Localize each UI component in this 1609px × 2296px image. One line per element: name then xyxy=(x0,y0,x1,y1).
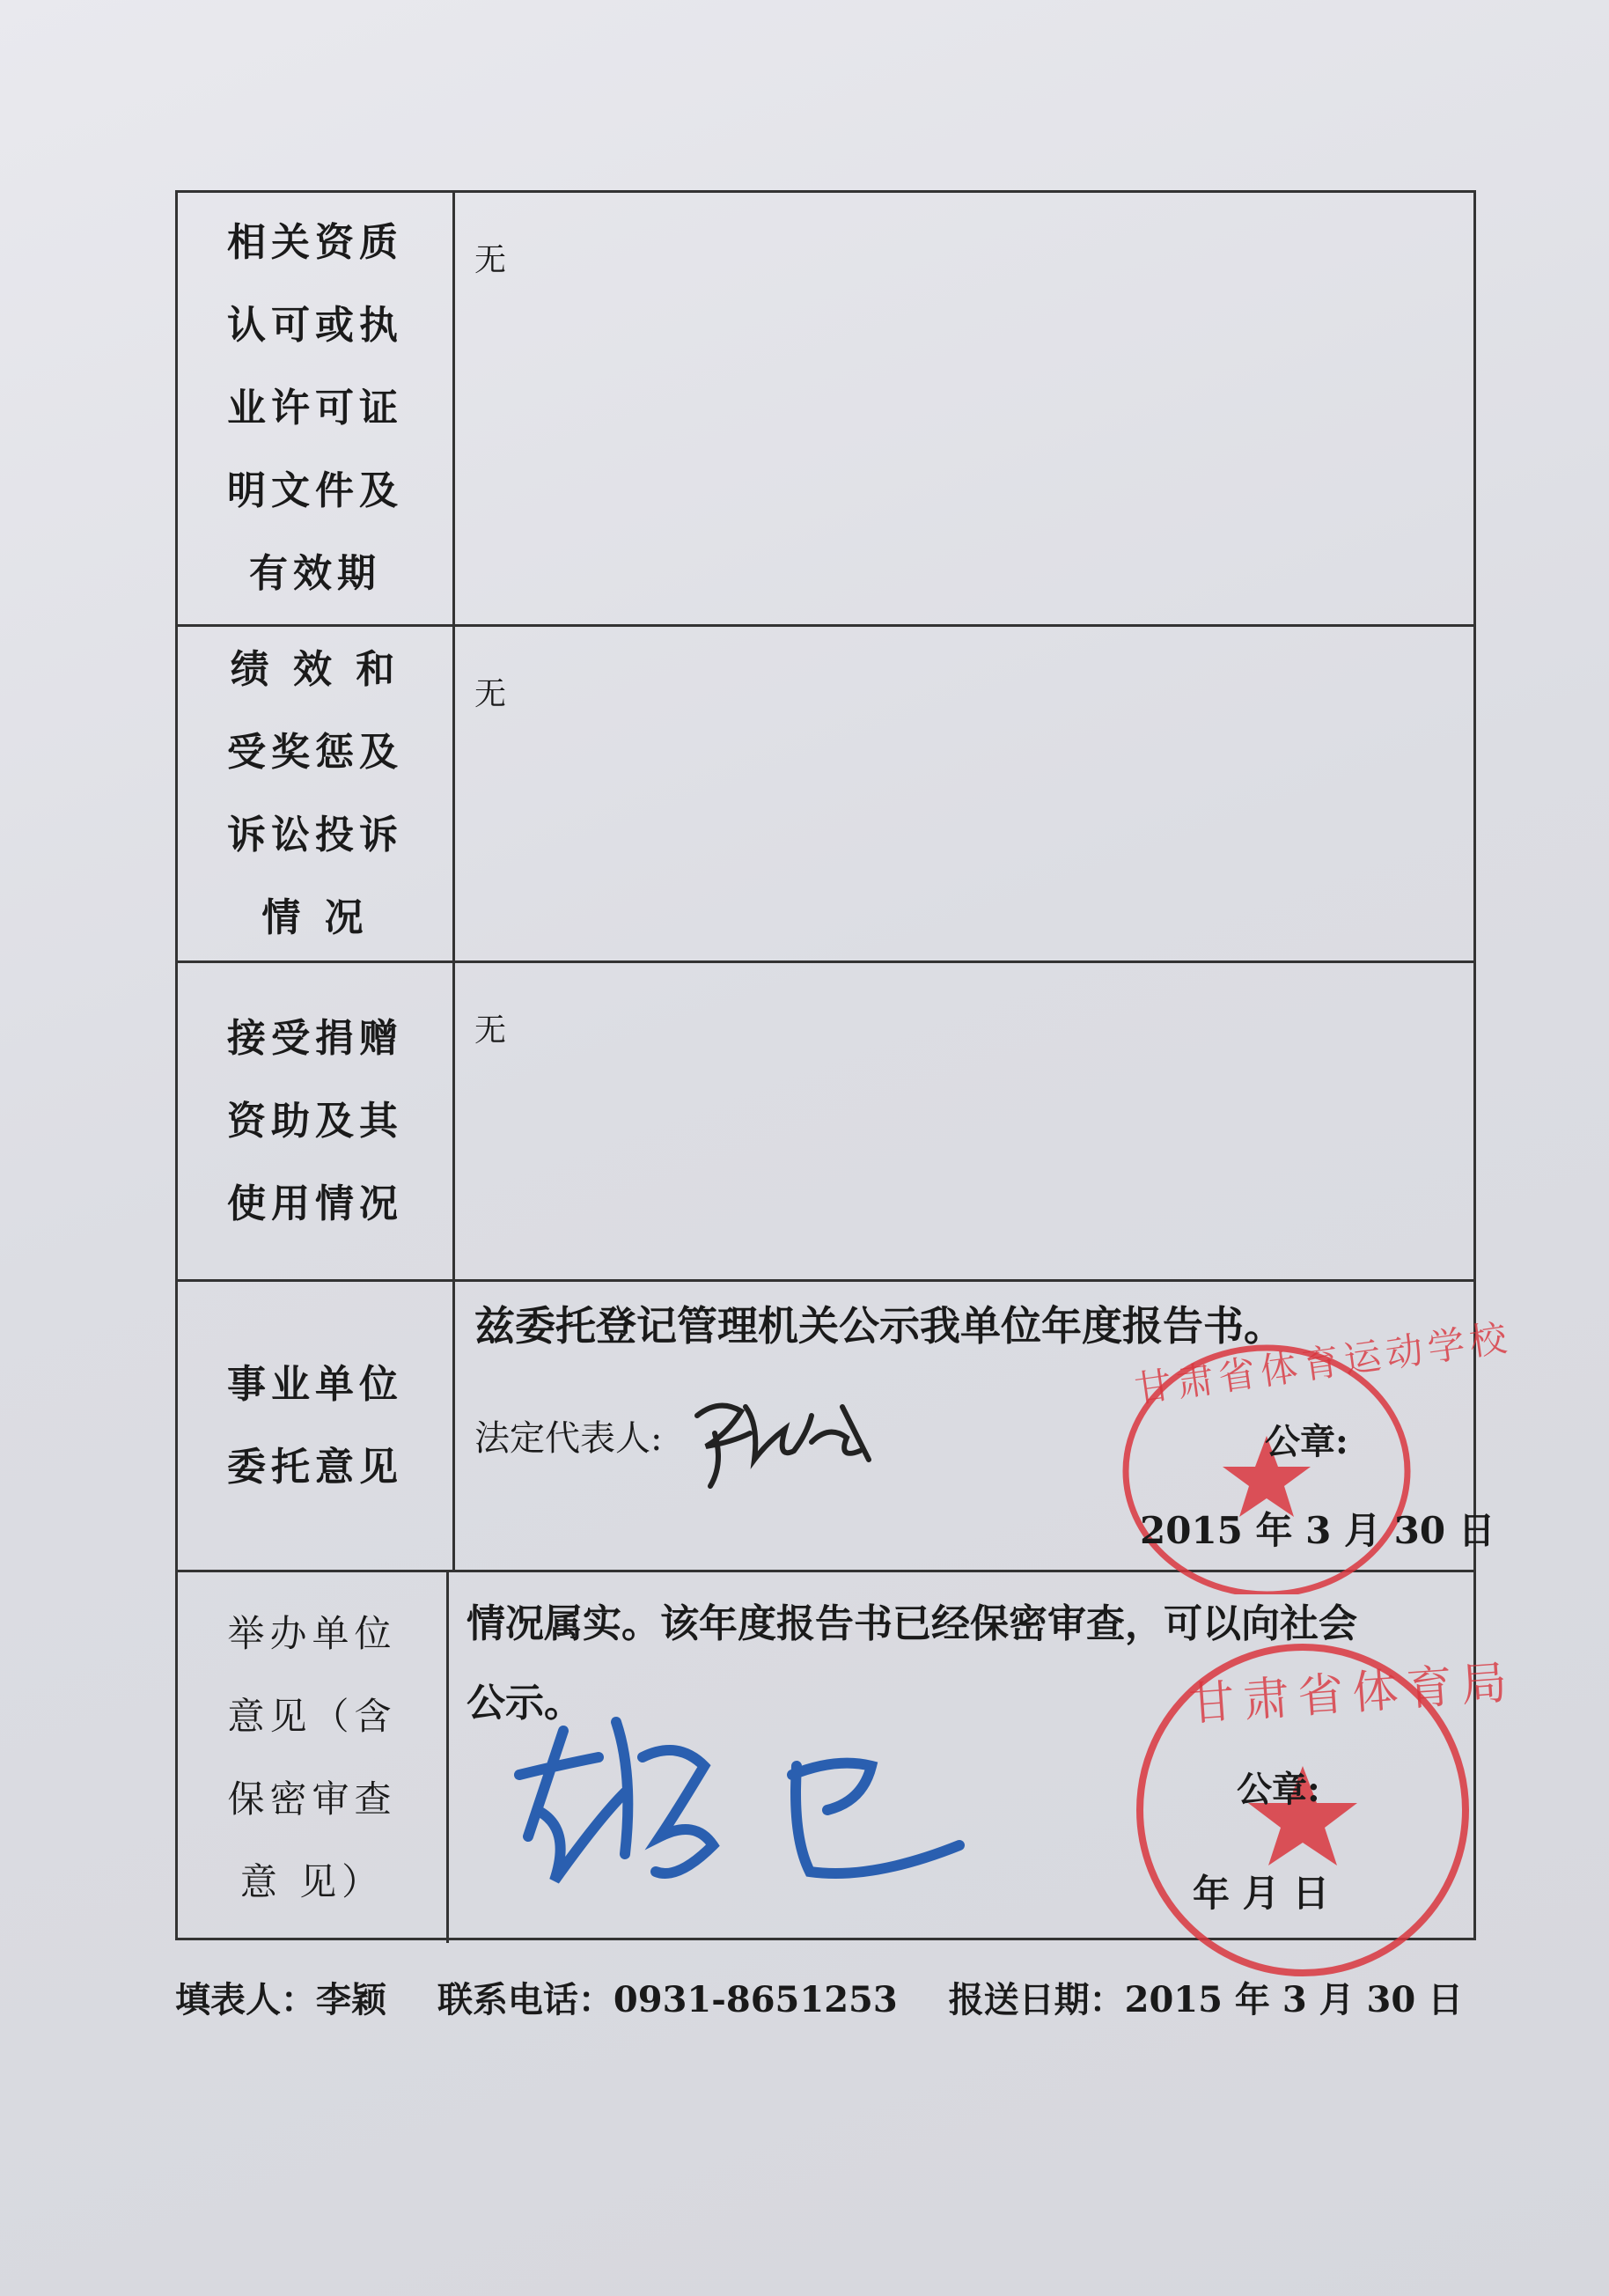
label-line: 认可或执 xyxy=(227,303,403,348)
label-line: 事业单位 xyxy=(227,1361,403,1407)
row-content xyxy=(449,1572,1518,1943)
seal-label: 公章: xyxy=(1265,1421,1348,1462)
table-row-entrust xyxy=(178,1282,1515,1572)
label-line: 诉讼投诉 xyxy=(227,812,403,857)
school-seal-text: 甘肃省体育运动学校 xyxy=(1132,1315,1515,1411)
entrust-date: 2015 年 3 月 30 日 xyxy=(1140,1509,1495,1552)
label-line: 绩 效 和 xyxy=(230,646,400,692)
label-line: 业许可证 xyxy=(227,386,403,430)
legal-rep-signature xyxy=(680,1380,891,1495)
label-line: 意见（含 xyxy=(227,1694,397,1738)
row-content xyxy=(455,627,1473,960)
row-label xyxy=(178,1572,449,1943)
seal-label: 公章: xyxy=(1237,1769,1320,1810)
table-row-sponsor xyxy=(178,1572,1518,1943)
row-value: 无 xyxy=(474,676,507,712)
table-row-qualifications xyxy=(178,193,1473,627)
row-value: 无 xyxy=(474,242,507,278)
report-table xyxy=(175,190,1518,1940)
label-line: 情 况 xyxy=(261,894,369,940)
row-content xyxy=(455,193,1473,624)
row-label xyxy=(178,627,455,960)
filler-name: 填表人：李颖 xyxy=(175,1979,386,2020)
label-line: 资助及其 xyxy=(227,1098,403,1144)
label-line: 保密审查 xyxy=(227,1777,397,1821)
submission-date: 报送日期：2015 年 3 月 30 日 xyxy=(948,1979,1464,2020)
label-line: 意 见） xyxy=(239,1859,385,1903)
table-row-performance xyxy=(178,627,1473,963)
label-line: 使用情况 xyxy=(227,1181,403,1226)
legal-rep-label: 法定代表人: xyxy=(474,1418,663,1459)
row-value: 无 xyxy=(474,1012,507,1049)
label-line: 明文件及 xyxy=(227,468,403,513)
label-line: 受奖惩及 xyxy=(227,729,403,775)
row-label xyxy=(178,1282,455,1570)
sponsor-date: 年 月 日 xyxy=(1193,1872,1330,1915)
contact-phone: 联系电话：0931-8651253 xyxy=(437,1979,898,2020)
label-line: 举办单位 xyxy=(227,1611,397,1655)
form-footer xyxy=(175,1972,1466,2022)
label-line: 接受捐赠 xyxy=(227,1015,403,1061)
table-row-donations xyxy=(178,963,1473,1282)
row-content xyxy=(455,1282,1515,1570)
row-label xyxy=(178,963,455,1279)
label-line: 相关资质 xyxy=(227,220,403,265)
label-line: 有效期 xyxy=(249,551,381,596)
row-label xyxy=(178,193,455,624)
label-line: 委托意见 xyxy=(227,1444,403,1490)
entrust-text: 兹委托登记管理机关公示我单位年度报告书。 xyxy=(474,1302,1284,1350)
sponsor-text-line1: 情况属实。该年度报告书已经保密审查，可以向社会 xyxy=(467,1601,1357,1646)
bureau-seal-text: 甘肃省体育局 xyxy=(1187,1656,1518,1732)
row-content xyxy=(455,963,1473,1279)
sponsor-text-line2: 公示。 xyxy=(467,1681,583,1726)
sponsor-signature xyxy=(502,1704,995,1907)
